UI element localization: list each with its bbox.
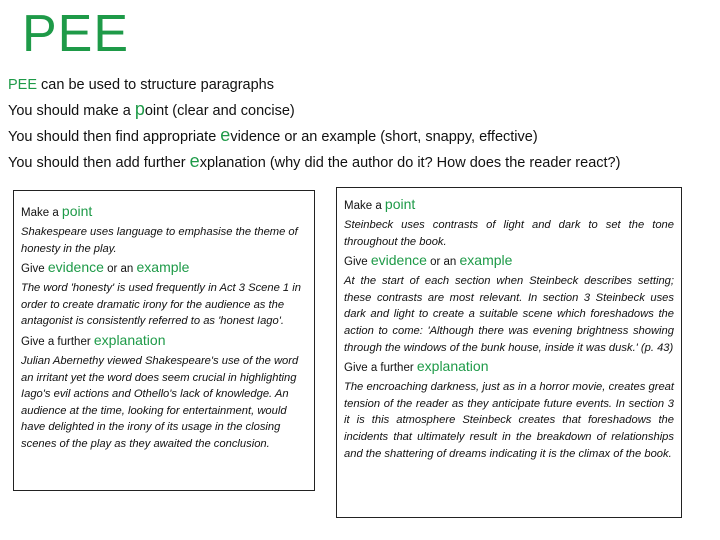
intro-letter-p: p: [134, 99, 145, 119]
evidence-middle: or an: [103, 263, 137, 276]
point-label: [21, 203, 307, 222]
evidence-prefix: Give: [21, 263, 48, 276]
evidence-label: [344, 252, 674, 271]
evidence-prefix: Give: [344, 256, 371, 269]
intro-line-4-pre: You should then add further: [8, 155, 190, 171]
intro-line-3: [8, 123, 720, 149]
evidence-text: The word 'honesty' is used frequently in Act 3 Scene 1 in order to create dramatic irony for the audience as the antagonist is consistently referred to as 'honest Iago'.: [21, 282, 301, 328]
explanation-keyword: explanation: [416, 358, 489, 375]
point-label: [344, 196, 674, 215]
intro-line-1-text: can be used to structure paragraphs: [37, 77, 274, 93]
explanation-label: [344, 358, 674, 377]
intro-letter-e1: e: [220, 125, 231, 145]
point-prefix: Make a: [344, 200, 385, 212]
intro-line-3-pre: You should then find appropriate: [8, 129, 221, 145]
intro-list: [8, 73, 720, 175]
explanation-prefix: Give a further: [21, 335, 94, 348]
othello-example-box: [13, 190, 315, 491]
point-keyword: point: [61, 203, 93, 219]
evidence-keyword: evidence: [370, 252, 427, 269]
explanation-label: [21, 332, 307, 351]
evidence-keyword: evidence: [47, 259, 104, 276]
intro-keyword-pee: PEE: [8, 77, 38, 93]
explanation-text: Julian Abernethy viewed Shakespeare's use of the word an irritant yet the word does seem crucial in highlighting Iago's evil actions and Othello's lack of knowledge. An audience at the time, looking for entertainment, would have delighted in the irony of its usage in the closing scenes of the play as they awaited the conclusion.: [21, 354, 299, 450]
explanation-prefix: Give a further: [344, 362, 417, 375]
point-prefix: Make a: [21, 207, 62, 219]
explanation-keyword: explanation: [93, 331, 166, 348]
page-title: PEE: [22, 5, 130, 63]
intro-line-2: [8, 97, 720, 123]
evidence-middle: or an: [426, 256, 460, 269]
point-keyword: point: [384, 196, 416, 212]
intro-line-3-post: vidence or an example (short, snappy, effective): [230, 129, 538, 145]
intro-line-2-pre: You should make a: [8, 103, 135, 119]
intro-line-2-post: oint (clear and concise): [144, 103, 295, 119]
example-keyword: example: [136, 259, 190, 276]
intro-line-1: [8, 73, 720, 97]
example-keyword: example: [459, 252, 513, 269]
evidence-text: At the start of each section when Steinbeck describes setting; these contrasts are most relevant. In section 3 Steinbeck uses dark and light to create a suitable scene which foreshadows the action to come: 'Although there was evening brightness showing through the windows of the bunk house, inside it was dusk.' (p. 43): [344, 275, 674, 354]
explanation-text: The encroaching darkness, just as in a horror movie, creates great tension of the reader as they anticipate future events. In section 3 it is this atmosphere Steinbeck creates that foreshadows the incidents that ultimately result in the breakdown of relationships and the shattering of dreams indicating it is the climax of the book.: [344, 381, 674, 460]
intro-line-4-post: xplanation (why did the author do it? How does the reader react?): [199, 155, 621, 171]
evidence-label: [21, 259, 307, 278]
mice-and-men-example-box: [336, 187, 682, 518]
intro-line-4: [8, 149, 720, 175]
intro-letter-e2: e: [189, 151, 200, 171]
point-text: Steinbeck uses contrasts of light and dark to set the tone throughout the book.: [344, 219, 674, 248]
point-text: Shakespeare uses language to emphasise the theme of honesty in the play.: [21, 226, 298, 255]
